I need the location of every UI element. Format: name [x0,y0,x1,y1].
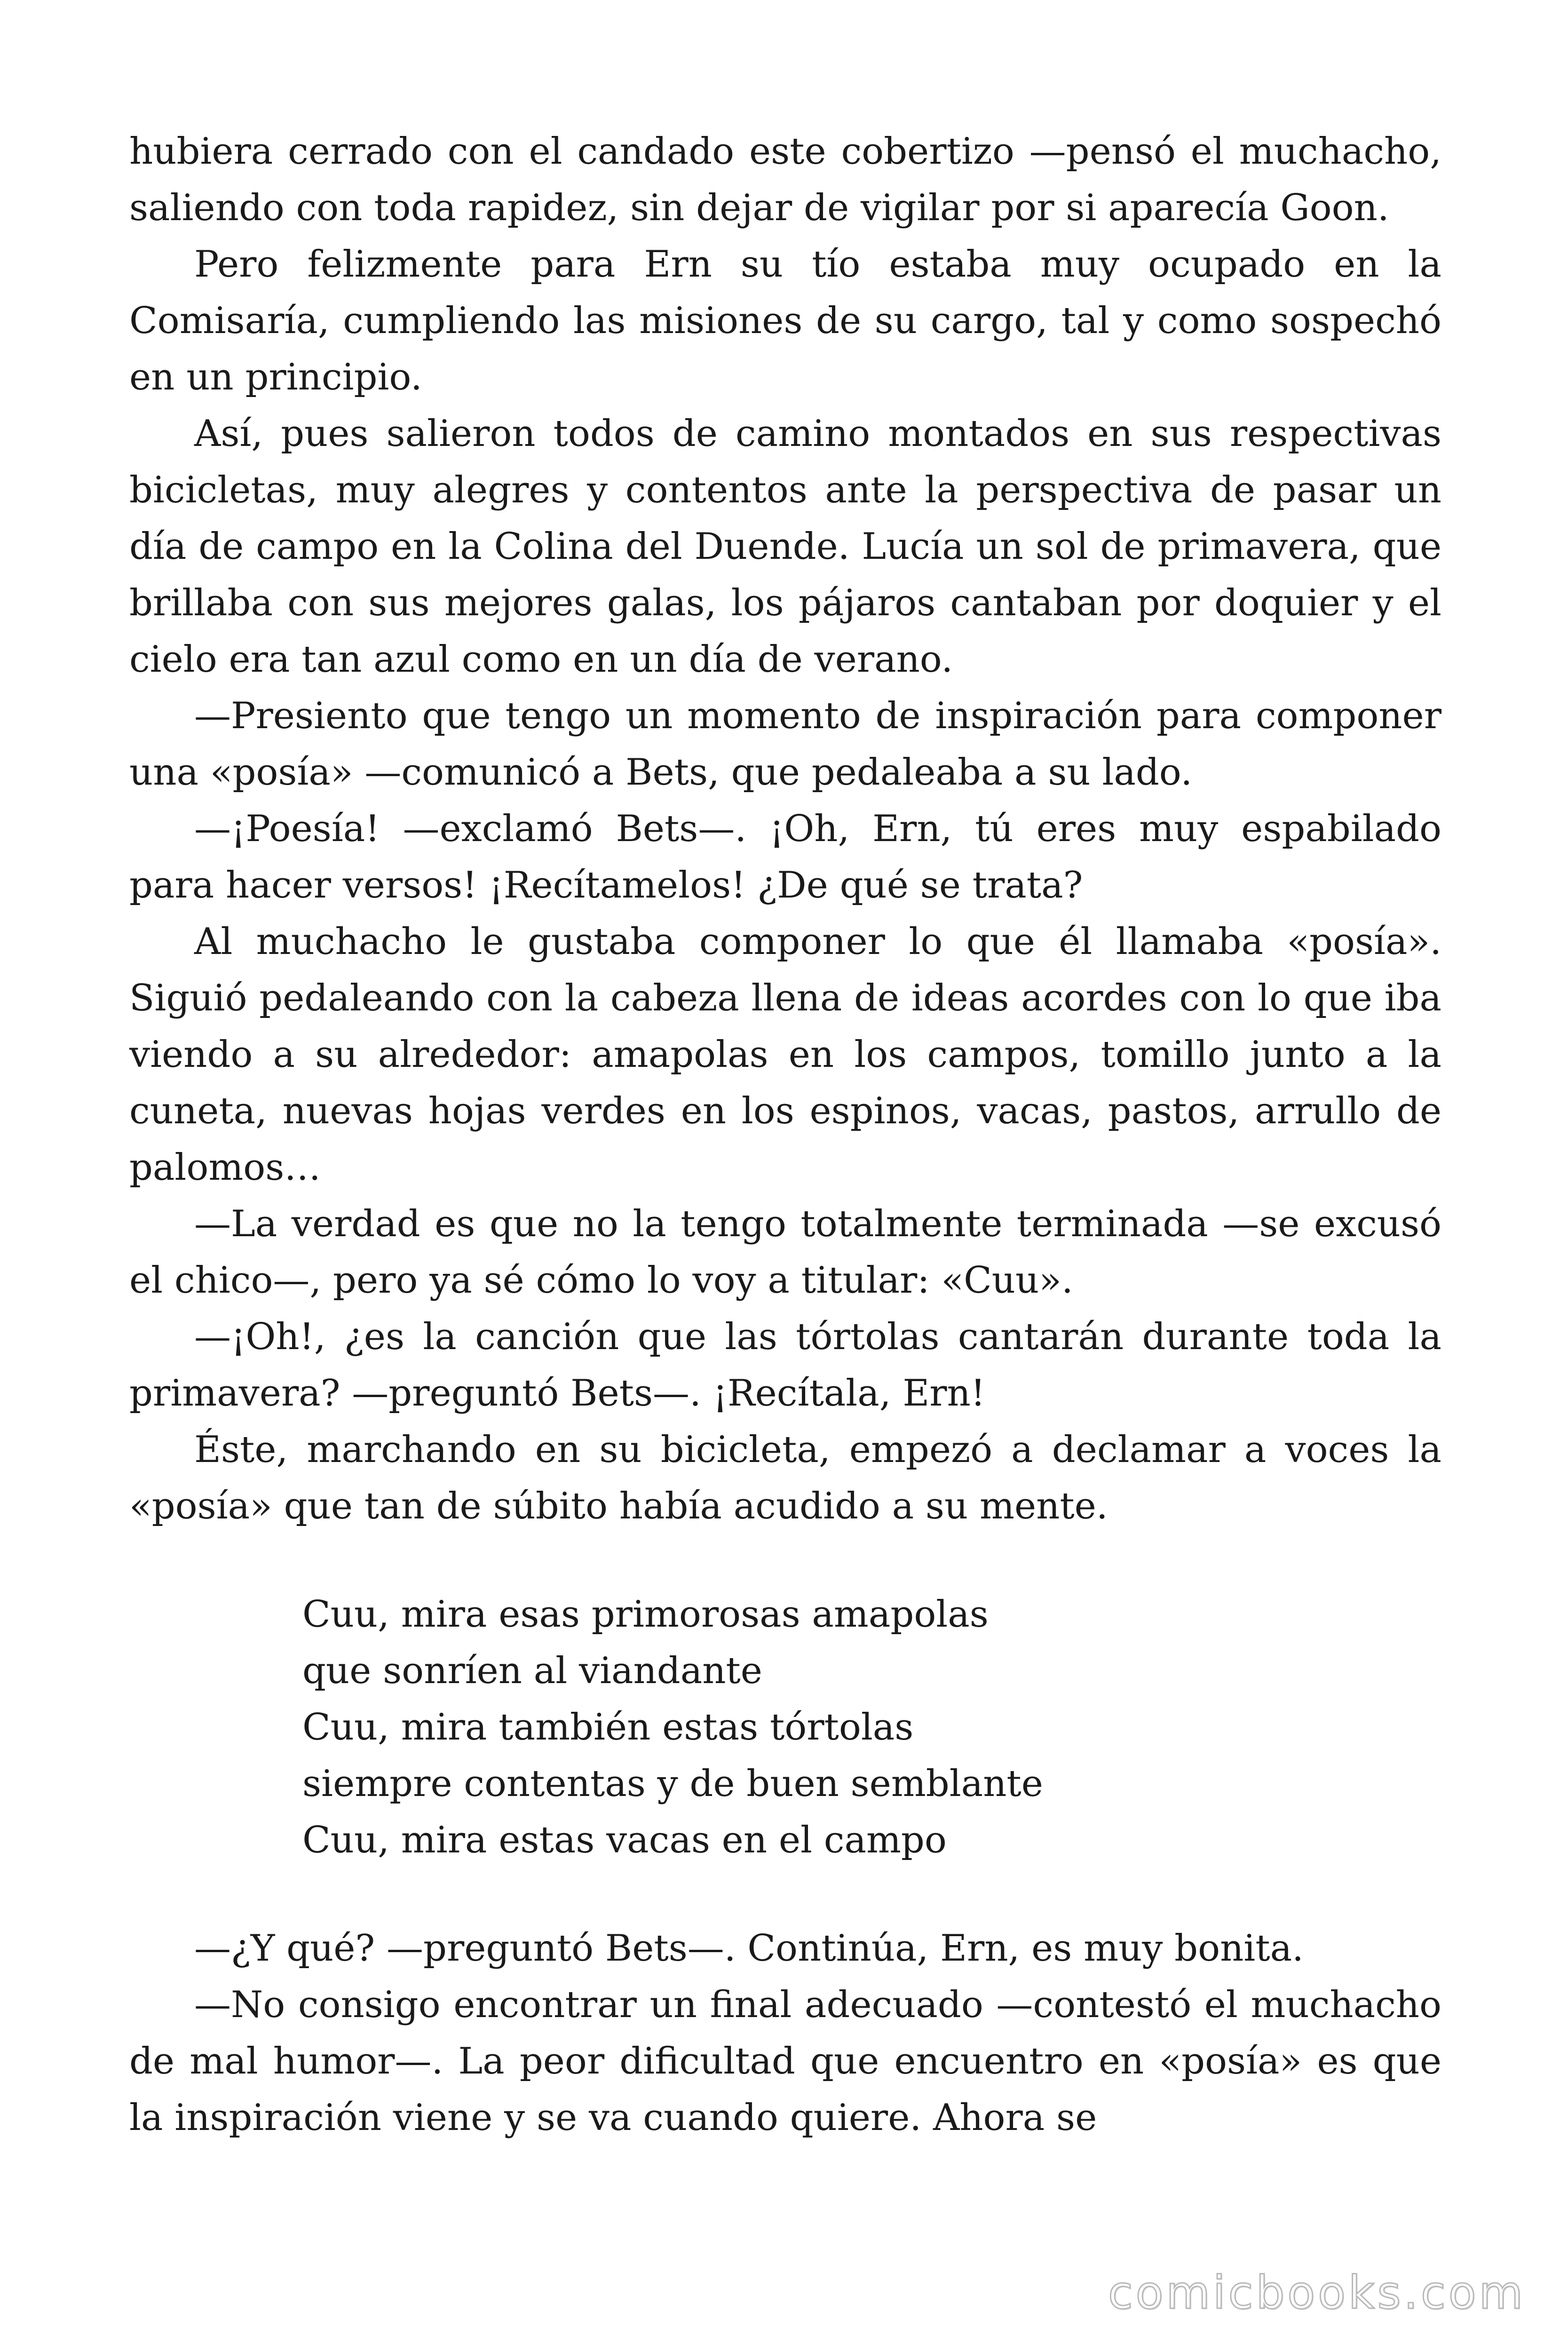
poem-block [129,1586,1441,1868]
paragraph: Así, pues salieron todos de camino montados en sus respectivas bicicletas, muy alegres y contentos ante la perspectiva de pasar un día de campo en la Colina del Duende. Lucía un sol de primavera, que brillaba con sus mejores galas, los pájaros cantaban por doquier y el cielo era tan azul como en un día de verano. [129,413,1441,681]
dialogue-paragraph: —No consigo encontrar un final adecuado —contestó el muchacho de mal humor—. La peor dificultad que encuentro en «posía» es que la inspiración viene y se va cuando quiere. Ahora se [129,1984,1441,2139]
poem-line: que sonríen al viandante [302,1650,762,1692]
poem-line: Cuu, mira esas primorosas amapolas [302,1593,989,1636]
poem-line: Cuu, mira también estas tórtolas [302,1706,914,1748]
paragraph-continuation: hubiera cerrado con el candado este cobertizo —pensó el muchacho, saliendo con toda rapidez, sin dejar de vigilar por si aparecía Goon. [129,130,1441,229]
poem-line: Cuu, mira estas vacas en el campo [302,1819,947,1861]
dialogue-paragraph: —Presiento que tengo un momento de inspiración para componer una «posía» —comunicó a Bets, que pedaleaba a su lado. [129,695,1441,794]
paragraph: Pero felizmente para Ern su tío estaba muy ocupado en la Comisaría, cumpliendo las misiones de su cargo, tal y como sospechó en un principio. [129,243,1441,398]
dialogue-paragraph: —¿Y qué? —preguntó Bets—. Continúa, Ern, es muy bonita. [194,1927,1304,1970]
paragraph: Éste, marchando en su bicicleta, empezó a declamar a voces la «posía» que tan de súbito había acudido a su mente. [129,1429,1441,1527]
watermark-logo: comicbooks.com [1108,2266,1526,2319]
paragraph: Al muchacho le gustaba componer lo que él llamaba «posía». Siguió pedaleando con la cabeza llena de ideas acordes con lo que iba viendo a su alrededor: amapolas en los campos, tomillo junto a la cuneta, nuevas hojas verdes en los espinos, vacas, pastos, arrullo de palomos… [129,921,1441,1189]
dialogue-paragraph: —La verdad es que no la tengo totalmente terminada —se excusó el chico—, pero ya sé cómo lo voy a titular: «Cuu». [129,1203,1441,1302]
dialogue-paragraph: —¡Oh!, ¿es la canción que las tórtolas cantarán durante toda la primavera? —preguntó Bets—. ¡Recítala, Ern! [129,1316,1441,1414]
dialogue-paragraph: —¡Poesía! —exclamó Bets—. ¡Oh, Ern, tú eres muy espabilado para hacer versos! ¡Recítamelos! ¿De qué se trata? [129,808,1441,906]
page-text [129,123,1441,2146]
poem-line: siempre contentas y de buen semblante [302,1763,1043,1805]
